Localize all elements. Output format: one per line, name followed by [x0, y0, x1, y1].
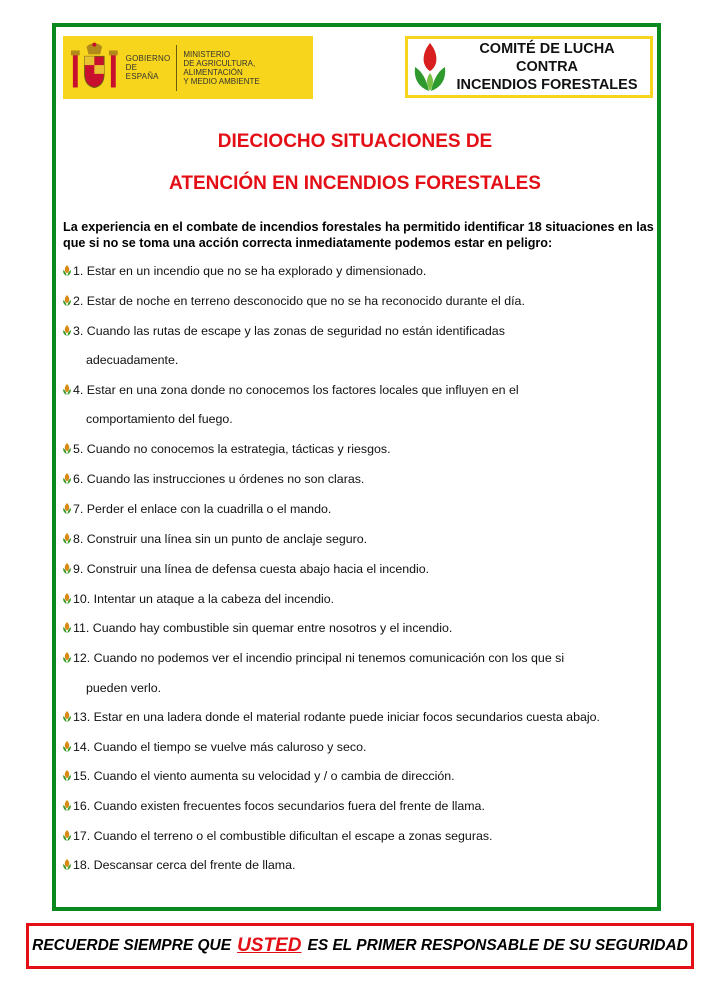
flame-bullet-icon [63, 770, 71, 781]
flame-bullet-icon [63, 652, 71, 663]
gov-line-1: GOBIERNO [125, 54, 171, 63]
flame-bullet-icon [63, 533, 71, 544]
situation-text: 6. Cuando las instrucciones u órdenes no son claras. [73, 472, 365, 486]
situation-item [63, 769, 455, 783]
situation-text: 4. Estar en una zona donde no conocemos los factores locales que influyen en el [73, 383, 519, 397]
situation-item [63, 858, 295, 872]
situation-text: 13. Estar en una ladera donde el material rodante puede iniciar focos secundarios cuesta abajo. [73, 710, 600, 724]
flame-bullet-icon [63, 443, 71, 454]
flame-bullet-icon [63, 265, 71, 276]
situation-item [63, 442, 391, 456]
situation-text: 11. Cuando hay combustible sin quemar entre nosotros y el incendio. [73, 621, 453, 635]
flame-bullet-icon [63, 473, 71, 484]
situation-text: 18. Descansar cerca del frente de llama. [73, 858, 296, 872]
flame-leaf-icon [412, 41, 448, 93]
situation-item [63, 799, 485, 813]
flame-bullet-icon [63, 563, 71, 574]
ministry-line-1: MINISTERIO [183, 49, 231, 59]
situation-item [63, 264, 426, 278]
situation-continuation: adecuadamente. [86, 353, 179, 367]
situation-text: 14. Cuando el tiempo se vuelve más caluroso y seco. [73, 740, 367, 754]
flame-bullet-icon [63, 384, 71, 395]
situation-item [63, 592, 334, 606]
footer-text-after: ES EL PRIMER RESPONSABLE DE SU SEGURIDAD [307, 937, 688, 954]
situation-text: 8. Construir una línea sin un punto de anclaje seguro. [73, 532, 368, 546]
situation-text: 16. Cuando existen frecuentes focos secundarios fuera del frente de llama. [73, 799, 485, 813]
intro-paragraph: La experiencia en el combate de incendios forestales ha permitido identificar 18 situaciones en las que si no se toma una acción correcta inmediatamente podemos estar en peligro: [63, 220, 654, 250]
committee-line-1: COMITÉ DE LUCHA CONTRA [479, 41, 615, 75]
situation-text: 17. Cuando el terreno o el combustible dificultan el escape a zonas seguras. [73, 829, 493, 843]
situation-item [63, 294, 525, 308]
situation-text: 12. Cuando no podemos ver el incendio principal ni tenemos comunicación con los que si [73, 651, 565, 665]
committee-logo [405, 36, 653, 98]
coat-of-arms-icon [69, 40, 120, 96]
situation-text: 10. Intentar un ataque a la cabeza del incendio. [73, 592, 335, 606]
situation-text: 15. Cuando el viento aumenta su velocidad y / o cambia de dirección. [73, 769, 455, 783]
flame-bullet-icon [63, 859, 71, 870]
situation-item [63, 472, 364, 486]
situation-text: 9. Construir una línea de defensa cuesta abajo hacia el incendio. [73, 562, 430, 576]
flame-bullet-icon [63, 295, 71, 306]
situation-item [63, 562, 429, 576]
footer-text-before: RECUERDE SIEMPRE QUE [32, 937, 232, 954]
situation-item [63, 621, 452, 635]
flame-bullet-icon [63, 622, 71, 633]
situation-continuation: comportamiento del fuego. [86, 412, 233, 426]
situation-item [63, 829, 492, 843]
situation-text: 3. Cuando las rutas de escape y las zonas de seguridad no están identificadas [73, 324, 505, 338]
flame-bullet-icon [63, 503, 71, 514]
title-line-1: DIECIOCHO SITUACIONES DE [217, 131, 493, 152]
logo-divider [176, 45, 177, 91]
flame-bullet-icon [63, 830, 71, 841]
flame-bullet-icon [63, 325, 71, 336]
situation-text: 7. Perder el enlace con la cuadrilla o el mando. [73, 502, 332, 516]
situation-item [63, 324, 505, 338]
footer-banner [26, 923, 694, 969]
situation-item [63, 532, 367, 546]
committee-name [448, 40, 646, 94]
title-line-2: ATENCIÓN EN INCENDIOS FORESTALES [169, 173, 541, 194]
situation-text: 1. Estar en un incendio que no se ha explorado y dimensionado. [73, 264, 427, 278]
ministry-text [183, 50, 313, 86]
situation-item [63, 502, 331, 516]
ministry-line-3: Y MEDIO AMBIENTE [183, 76, 260, 86]
flame-bullet-icon [63, 741, 71, 752]
committee-line-2: INCENDIOS FORESTALES [456, 77, 638, 93]
situation-item [63, 651, 564, 665]
government-logo [63, 36, 313, 99]
situation-continuation: pueden verlo. [86, 681, 162, 695]
situation-text: 2. Estar de noche en terreno desconocido que no se ha reconocido durante el día. [73, 294, 525, 308]
gov-line-2: DE ESPAÑA [125, 63, 159, 81]
situation-item [63, 740, 366, 754]
flame-bullet-icon [63, 593, 71, 604]
government-text [126, 54, 173, 81]
situation-item [63, 383, 519, 397]
situation-item [63, 710, 600, 724]
ministry-line-2: DE AGRICULTURA, ALIMENTACIÓN [183, 58, 256, 77]
flame-bullet-icon [63, 711, 71, 722]
flame-bullet-icon [63, 800, 71, 811]
situation-text: 5. Cuando no conocemos la estrategia, tácticas y riesgos. [73, 442, 391, 456]
footer-highlight: USTED [237, 935, 302, 956]
